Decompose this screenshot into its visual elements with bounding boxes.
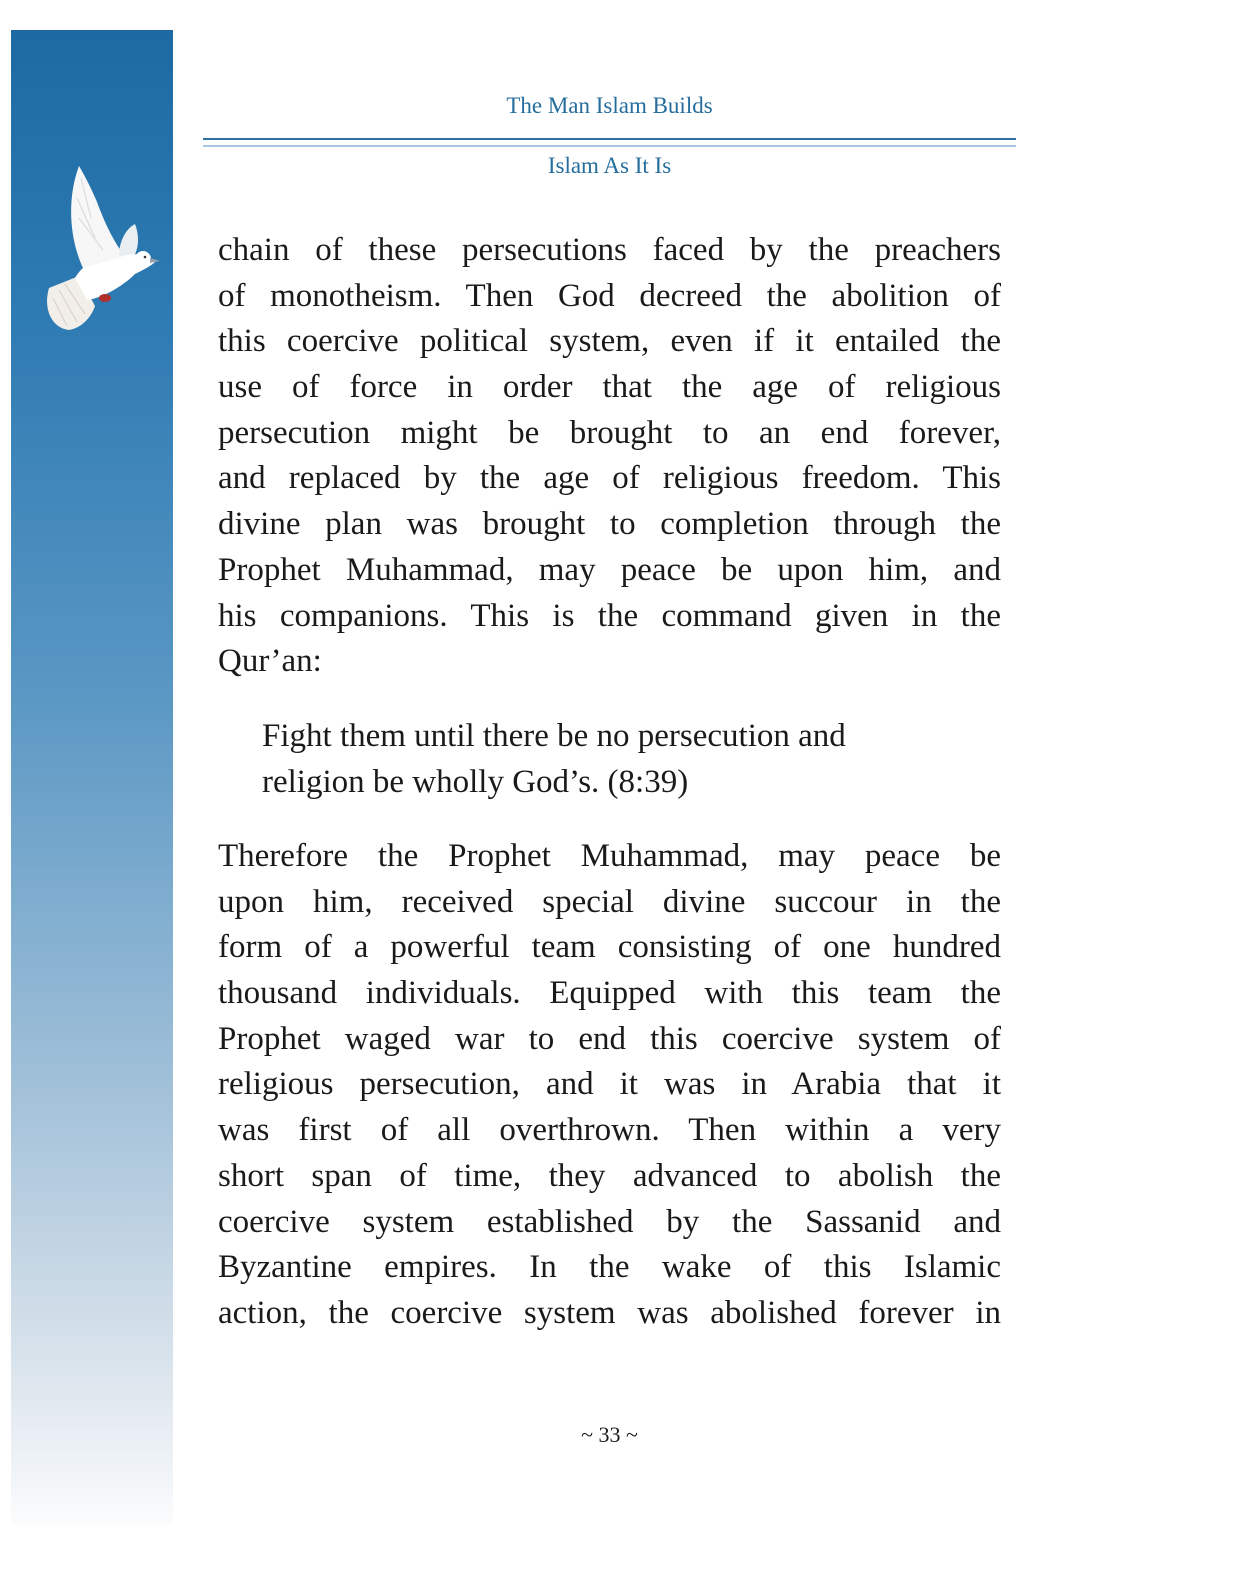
quote-line: Fight them until there be no persecution and [262, 718, 846, 754]
section-title-header: Islam As It Is [547, 153, 672, 178]
text-line: action, the coercive system was abolished forever in [218, 1294, 1001, 1331]
text-line: coercive system established by the Sassanid and [218, 1203, 1001, 1240]
text-line: use of force in order that the age of religious [218, 369, 1001, 406]
text-line: Prophet waged war to end this coercive system of [218, 1020, 1001, 1057]
text-line: Therefore the Prophet Muhammad, may peace be [218, 838, 1001, 874]
text-line: of monotheism. Then God decreed the abolition of [218, 277, 1001, 314]
text-line: short span of time, they advanced to abolish the [218, 1157, 1001, 1194]
text-line: and replaced by the age of religious freedom. This [218, 460, 1001, 497]
header-rule-thin [203, 145, 1016, 147]
text-line: Qur’an: [218, 643, 322, 680]
text-line: chain of these persecutions faced by the preachers [218, 232, 1001, 268]
dove-icon [39, 158, 167, 338]
text-line: religious persecution, and it was in Arabia that it [218, 1066, 1001, 1103]
book-title-header: The Man Islam Builds [506, 93, 713, 118]
text-line: form of a powerful team consisting of one hundred [218, 929, 1001, 966]
decorative-side-bar [11, 30, 173, 1525]
text-line: divine plan was brought to completion through the [218, 506, 1001, 543]
text-line: Byzantine empires. In the wake of this Islamic [218, 1249, 1001, 1286]
paragraph-1 [218, 228, 1001, 685]
text-line: persecution might be brought to an end forever, [218, 414, 1001, 451]
text-line: upon him, received special divine succour in the [218, 883, 1001, 920]
text-line: was first of all overthrown. Then within a very [218, 1112, 1001, 1149]
header-rule-thick [203, 138, 1016, 140]
paragraph-2 [218, 834, 1001, 1337]
text-line: this coercive political system, even if it entailed the [218, 323, 1001, 360]
text-line: Prophet Muhammad, may peace be upon him, and [218, 551, 1001, 588]
quote-line: religion be wholly God’s. (8:39) [262, 763, 689, 800]
quran-quote [262, 714, 962, 805]
text-line: thousand individuals. Equipped with this team the [218, 975, 1001, 1012]
text-line: his companions. This is the command given in the [218, 597, 1001, 634]
page-number: ~ 33 ~ [581, 1422, 638, 1447]
